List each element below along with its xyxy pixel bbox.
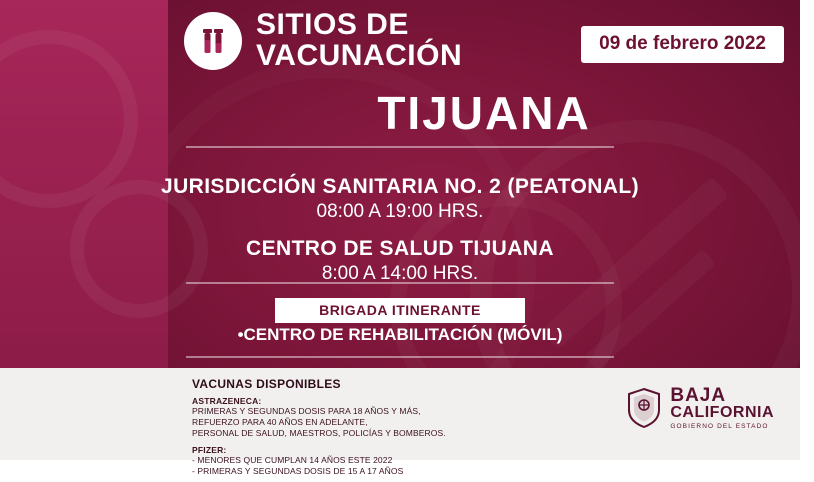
title-line-2: VACUNACIÓN — [256, 39, 463, 72]
site-hours: 08:00 A 19:00 HRS. — [316, 201, 484, 222]
divider — [186, 282, 614, 284]
government-logo — [627, 368, 800, 431]
site-item — [120, 175, 680, 223]
vaccine-detail: REFUERZO PARA 40 AÑOS EN ADELANTE, — [192, 416, 368, 427]
baja-california-seal-icon — [627, 388, 661, 428]
vaccine-detail: PRIMERAS Y SEGUNDAS DOSIS PARA 18 AÑOS Y MÁS, — [192, 406, 421, 416]
brigade-item: •CENTRO DE REHABILITACIÓN (MÓVIL) — [237, 325, 563, 344]
site-hours: 8:00 A 14:00 HRS. — [321, 263, 479, 284]
vaccine-detail: PERSONAL DE SALUD, MAESTROS, POLICÍAS Y BOMBEROS. — [192, 427, 446, 438]
state-brand — [670, 386, 774, 431]
available-vaccines — [168, 368, 627, 482]
date-badge: 09 de febrero 2022 — [581, 26, 784, 63]
brigade-heading: BRIGADA ITINERANTE — [275, 298, 525, 323]
brand-line-1: BAJA — [670, 385, 727, 406]
brand-line-2: CALIFORNIA — [670, 404, 774, 421]
footer-title: VACUNAS DISPONIBLES — [192, 377, 341, 391]
vaccine-group — [192, 396, 627, 439]
site-name: JURISDICCIÓN SANITARIA NO. 2 (PEATONAL) — [160, 175, 639, 198]
footer-left-fill — [0, 368, 168, 460]
poster-title — [256, 10, 462, 71]
vaccine-name: ASTRAZENECA: — [192, 396, 262, 406]
sites-list — [120, 175, 680, 299]
vaccine-detail: - MENORES QUE CUMPLAN 14 AÑOS ESTE 2022 — [192, 454, 393, 465]
decorative-circle — [0, 30, 138, 208]
poster-header — [168, 0, 800, 82]
site-name: CENTRO DE SALUD TIJUANA — [246, 237, 554, 260]
vaccine-name: PFIZER: — [192, 444, 227, 455]
poster-footer — [168, 368, 800, 476]
brand-line-3: GOBIERNO DEL ESTADO — [670, 423, 769, 430]
vaccine-detail: - PRIMERAS Y SEGUNDAS DOSIS DE 15 A 17 AÑOS — [192, 465, 404, 476]
vaccine-vials-icon — [184, 12, 242, 70]
site-item — [120, 237, 680, 285]
divider — [186, 356, 614, 358]
title-line-1: SITIOS DE — [256, 8, 409, 42]
divider — [186, 146, 614, 148]
vaccine-group — [192, 445, 627, 477]
city-name: TIJUANA — [377, 87, 591, 139]
